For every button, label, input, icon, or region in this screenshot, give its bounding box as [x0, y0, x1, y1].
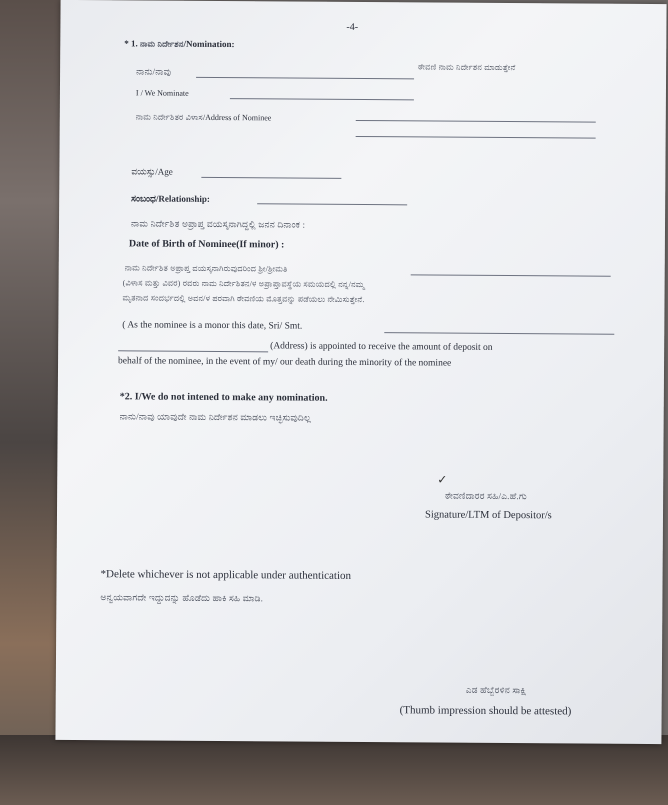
age-line[interactable]	[201, 177, 341, 179]
minor-para-kn-2: (ವಿಳಾಸ ಮತ್ತು ವಿವರ) ರವರು ನಾಮ ನಿರ್ದೇಶಿತನ/ಳ ಅಪ್ರಾಪ್ತಾವಸ್ಥೆಯ ಸಮಯದಲ್ಲಿ ನನ್ನ/ನಮ್ಮ	[122, 278, 365, 290]
age-label: ವಯಸ್ಸು/Age	[131, 166, 173, 177]
minor-en-3: behalf of the nominee, in the event of my/ our death during the minority of the nominee	[118, 356, 452, 369]
address-label	[136, 112, 272, 123]
address-line-1[interactable]	[356, 120, 596, 123]
section1-heading-kn: ನಾಮ ನಿರ್ದೇಶನ	[140, 39, 184, 49]
signature-en: Signature/LTM of Depositor/s	[424, 509, 552, 522]
nominate-line[interactable]	[230, 98, 414, 100]
check-mark-icon: ✓	[437, 472, 448, 487]
thumb-en: (Thumb impression should be attested)	[399, 704, 572, 718]
address-line-2[interactable]	[356, 136, 596, 139]
minor-dob-kn: ನಾಮ ನಿರ್ದೇಶಿತ ಅಪ್ರಾಪ್ತ ವಯಸ್ಕನಾಗಿದ್ದಲ್ಲಿ ಜನನ ದಿನಾಂಕ :	[130, 218, 306, 230]
dob-label: Date of Birth of Nominee(If minor) :	[128, 238, 285, 251]
guardian-line[interactable]	[384, 332, 614, 335]
address-label-kn: ನಾಮ ನಿರ್ದೇಶಿತರ ವಿಳಾಸ	[135, 112, 203, 122]
thumb-kn: ಎಡ ಹೆಬ್ಬೆರಳಿನ ಸಾಕ್ಷಿ	[465, 684, 527, 696]
we-label-kn: ನಾನು/ನಾವು	[136, 66, 172, 77]
background-table	[0, 735, 668, 805]
minor-en-1: ( As the nominee is a monor this date, Sri/ Smt.	[122, 320, 303, 332]
nomination-form-page	[55, 0, 666, 744]
guardian-address-line[interactable]	[118, 350, 268, 352]
delete-note-kn: ಅನ್ವಯವಾಗದೇ ಇದ್ದುದನ್ನು ಹೊಡೆದು ಹಾಕಿ ಸಹಿ ಮಾಡಿ.	[100, 592, 264, 604]
signature-kn: ಠೇವಣಿದಾರರ ಸಹಿ/ಎ.ಹೆ.ಗು	[445, 490, 527, 502]
relationship-label: ಸಂಬಂಧ/Relationship:	[131, 193, 210, 204]
guardian-name-line[interactable]	[411, 274, 611, 276]
we-nominate-label: I / We Nominate	[135, 88, 189, 98]
section1-heading	[124, 38, 234, 50]
minor-en-2: (Address) is appointed to receive the amount of deposit on	[270, 341, 493, 353]
section1-prefix: * 1.	[124, 38, 138, 49]
page-number: -4-	[346, 21, 359, 33]
minor-para-kn-3: ಮೃತನಾದ ಸಂದರ್ಭದಲ್ಲಿ ಅವನ/ಳ ಪರವಾಗಿ ಠೇವಣಿಯ ಮೊತ್ತವನ್ನು ಪಡೆಯಲು ನೇಮಿಸುತ್ತೇನೆ.	[122, 293, 365, 305]
section1-heading-en: /Nomination:	[183, 38, 235, 50]
section2-kn: ನಾನು/ನಾವು ಯಾವುದೇ ನಾಮ ನಿರ್ದೇಶನ ಮಾಡಲು ಇಚ್ಛಿಸುವುದಿಲ್ಲ	[119, 411, 312, 423]
delete-note-en: *Delete whichever is not applicable under authentication	[100, 568, 352, 582]
minor-para-kn-1: ನಾಮ ನಿರ್ದೇಶಿತ ಅಪ್ರಾಪ್ತ ವಯಸ್ಕನಾಗಿರುವುದರಿಂದ ಶ್ರೀ/ಶ್ರೀಮತಿ	[124, 263, 288, 274]
address-label-en: /Address of Nominee	[202, 112, 272, 123]
we-right-kn: ಠೇವಣಿ ನಾಮ ನಿರ್ದೇಶನ ಮಾಡುತ್ತೇನೆ	[418, 62, 516, 73]
section2-heading: *2. I/We do not intened to make any nomination.	[119, 391, 328, 404]
relationship-line[interactable]	[257, 203, 407, 205]
nominee-name-line[interactable]	[196, 77, 414, 80]
